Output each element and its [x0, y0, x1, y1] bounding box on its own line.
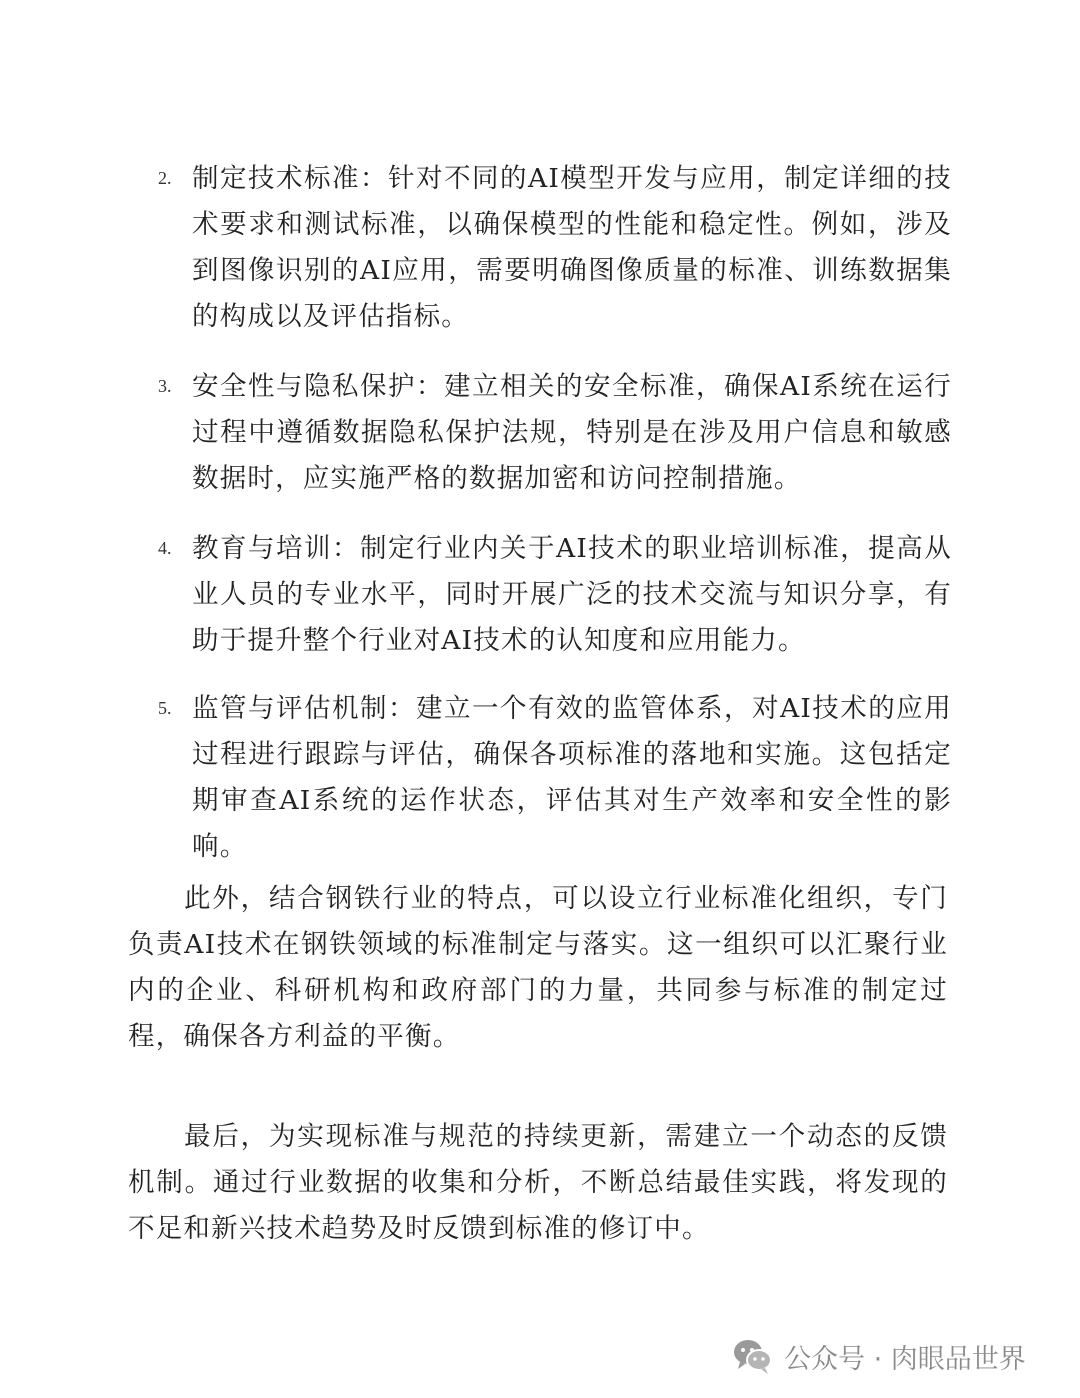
list-number: 4.: [158, 538, 172, 558]
wechat-icon: [732, 1336, 774, 1376]
list-number: 3.: [158, 376, 172, 396]
list-item-text: 监管与评估机制：建立一个有效的监管体系，对AI技术的应用过程进行跟踪与评估，确保各项标准的落地和实施。这包括定期审查AI系统的运作状态，评估其对生产效率和安全性的影响。: [192, 693, 952, 862]
list-item-text: 安全性与隐私保护：建立相关的安全标准，确保AI系统在运行过程中遵循数据隐私保护法规，特别是在涉及用户信息和敏感数据时，应实施严格的数据加密和访问控制措施。: [192, 371, 952, 494]
watermark-text: 公众号 · 肉眼品世界: [784, 1343, 1026, 1375]
watermark: [732, 1334, 1026, 1378]
body-paragraph: 此外，结合钢铁行业的特点，可以设立行业标准化组织，专门负责AI技术在钢铁领域的标准制定与落实。这一组织可以汇聚行业内的企业、科研机构和政府部门的力量，共同参与标准的制定过程，确保各方利益的平衡。: [128, 883, 948, 1052]
list-number: 5.: [158, 698, 172, 718]
body-paragraph: 最后，为实现标准与规范的持续更新，需建立一个动态的反馈机制。通过行业数据的收集和分析，不断总结最佳实践，将发现的不足和新兴技术趋势及时反馈到标准的修订中。: [128, 1121, 948, 1244]
list-number: 2.: [158, 168, 172, 188]
list-item-text: 制定技术标准：针对不同的AI模型开发与应用，制定详细的技术要求和测试标准，以确保模型的性能和稳定性。例如，涉及到图像识别的AI应用，需要明确图像质量的标准、训练数据集的构成以及评估指标。: [192, 163, 952, 332]
list-item-text: 教育与培训：制定行业内关于AI技术的职业培训标准，提高从业人员的专业水平，同时开展广泛的技术交流与知识分享，有助于提升整个行业对AI技术的认知度和应用能力。: [192, 533, 952, 656]
